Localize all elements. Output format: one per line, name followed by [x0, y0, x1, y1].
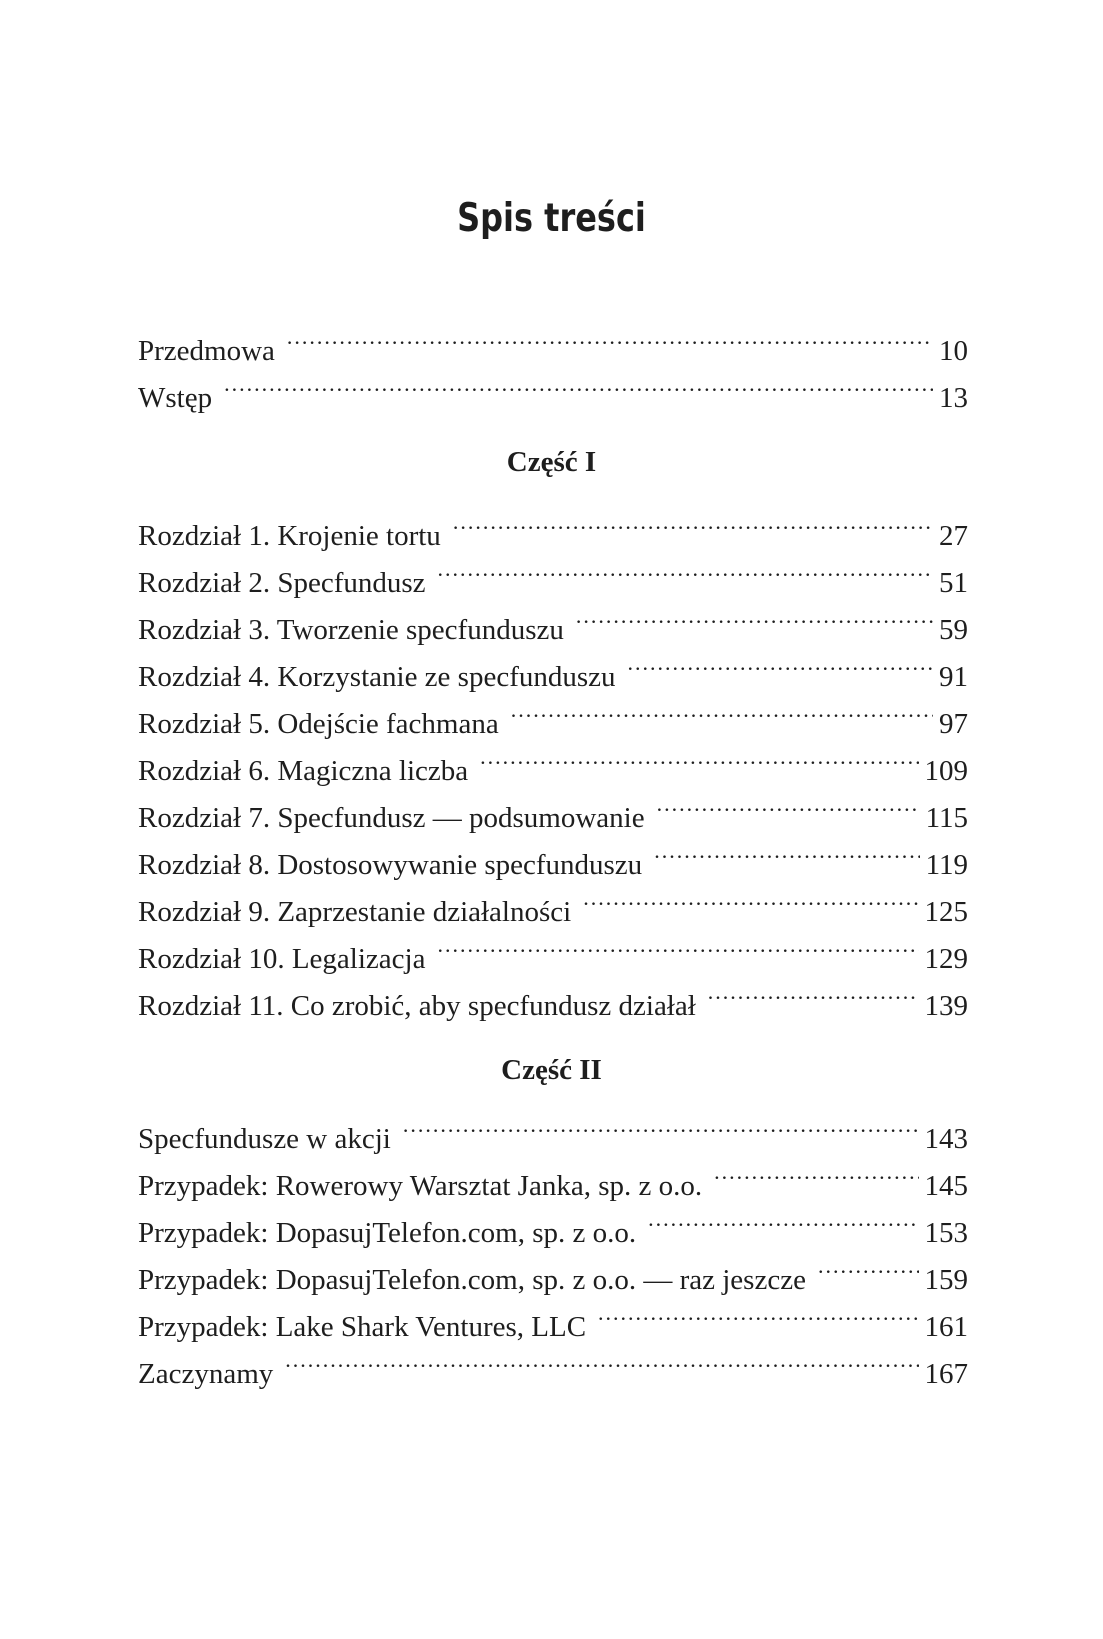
dot-leader — [654, 827, 919, 874]
toc-entry-label: Rozdział 3. Tworzenie specfunduszu — [138, 614, 564, 646]
toc-entry-page: 139 — [924, 990, 968, 1022]
toc-entry-label: Rozdział 9. Zaprzestanie działalności — [138, 896, 572, 928]
front-matter-list — [138, 313, 968, 414]
toc-entry-page: 10 — [939, 335, 968, 367]
toc-entry-page: 97 — [939, 708, 968, 740]
dot-leader — [583, 874, 918, 921]
toc-entry-label: Przypadek: DopasujTelefon.com, sp. z o.o. — [138, 1217, 637, 1249]
dot-leader — [287, 313, 933, 360]
dot-leader — [576, 592, 933, 639]
toc-entry-page: 51 — [939, 567, 968, 599]
part-heading: Część I — [506, 446, 597, 478]
toc-entry-page: 91 — [939, 661, 968, 693]
toc-entry-page: 129 — [924, 943, 968, 975]
toc-entry-label: Specfundusze w akcji — [138, 1123, 391, 1155]
toc-entry-label: Rozdział 11. Co zrobić, aby specfundusz działał — [138, 990, 696, 1022]
toc-entry-page: 119 — [925, 849, 968, 881]
dot-leader — [511, 686, 933, 733]
dot-leader — [648, 1195, 918, 1242]
toc-entry-label: Przypadek: DopasujTelefon.com, sp. z o.o. — raz jeszcze — [138, 1264, 806, 1296]
dot-leader — [598, 1289, 918, 1336]
toc-entry-label: Przedmowa — [138, 335, 275, 367]
dot-leader — [714, 1148, 918, 1195]
dot-leader — [480, 733, 918, 780]
toc-entry-page: 143 — [924, 1123, 968, 1155]
toc-entry — [138, 360, 968, 414]
toc-entry-page: 125 — [924, 896, 968, 928]
toc-entry-page: 159 — [924, 1264, 968, 1296]
part-2-list — [138, 1101, 968, 1390]
dot-leader — [628, 639, 933, 686]
toc-entry-page: 109 — [924, 755, 968, 787]
toc-entry-page: 167 — [924, 1358, 968, 1390]
dot-leader — [657, 780, 920, 827]
toc-entry-label: Przypadek: Rowerowy Warsztat Janka, sp. z o.o. — [138, 1170, 703, 1202]
toc-entry-label: Rozdział 6. Magiczna liczba — [138, 755, 469, 787]
part-heading: Część II — [501, 1054, 602, 1086]
toc-entry-label: Rozdział 5. Odejście fachmana — [138, 708, 499, 740]
page-title: Spis treści — [457, 196, 646, 241]
toc-entry-label: Rozdział 10. Legalizacja — [138, 943, 426, 975]
toc-entry — [138, 313, 968, 367]
toc-entry — [138, 1101, 968, 1155]
dot-leader — [438, 545, 933, 592]
toc-entry-page: 145 — [924, 1170, 968, 1202]
dot-leader — [818, 1242, 919, 1289]
toc-entry-label: Wstęp — [138, 382, 213, 414]
part-1-list — [138, 498, 968, 1022]
toc-entry-label: Rozdział 2. Specfundusz — [138, 567, 426, 599]
toc-entry-page: 13 — [939, 382, 968, 414]
toc-entry-label: Zaczynamy — [138, 1358, 274, 1390]
toc-entry-page: 161 — [924, 1311, 968, 1343]
toc-entry-label: Rozdział 7. Specfundusz — podsumowanie — [138, 802, 645, 834]
toc-entry-page: 59 — [939, 614, 968, 646]
toc-entry-page: 27 — [939, 520, 968, 552]
toc-entry-page: 115 — [925, 802, 968, 834]
toc-entry-label: Rozdział 8. Dostosowywanie specfunduszu — [138, 849, 643, 881]
dot-leader — [224, 360, 933, 407]
toc-entry-label: Rozdział 4. Korzystanie ze specfunduszu — [138, 661, 616, 693]
dot-leader — [708, 968, 919, 1015]
dot-leader — [285, 1336, 918, 1383]
toc-entry-label: Rozdział 1. Krojenie tortu — [138, 520, 441, 552]
toc-entry-label: Przypadek: Lake Shark Ventures, LLC — [138, 1311, 587, 1343]
dot-leader — [437, 921, 918, 968]
dot-leader — [453, 498, 933, 545]
dot-leader — [403, 1101, 919, 1148]
toc-entry-page: 153 — [924, 1217, 968, 1249]
toc-entry — [138, 498, 968, 552]
